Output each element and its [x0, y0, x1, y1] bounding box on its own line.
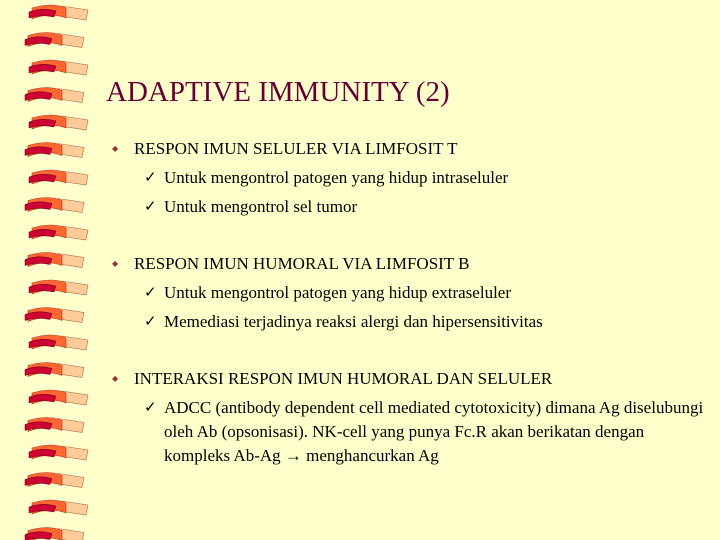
list-item: Untuk mengontrol patogen yang hidup intraseluler [164, 168, 509, 187]
checkmark-icon: ✓ [144, 398, 157, 416]
diamond-bullet-icon: ◆ [112, 259, 119, 268]
list-item: Memediasi terjadinya reaksi alergi dan hipersensitivitas [164, 312, 543, 331]
spiral-binding-decoration [0, 0, 100, 540]
list-item: ADCC (antibody dependent cell mediated cytotoxicity) dimana Ag diselubungi oleh Ab (opsonisasi). NK-cell yang punya Fc.R akan berikatan dengan kompleks Ab-Ag → menghancurkan Ag [164, 398, 704, 465]
checkmark-icon: ✓ [144, 168, 157, 186]
checkmark-icon: ✓ [144, 283, 157, 301]
list-item: Untuk mengontrol patogen yang hidup extraseluler [164, 283, 511, 302]
section-heading: RESPON IMUN SELULER VIA LIMFOSIT T [134, 139, 458, 158]
list-item: Untuk mengontrol sel tumor [164, 197, 358, 216]
diamond-bullet-icon: ◆ [112, 144, 119, 153]
section-heading: RESPON IMUN HUMORAL VIA LIMFOSIT B [134, 254, 470, 273]
checkmark-icon: ✓ [144, 197, 157, 215]
section-heading: INTERAKSI RESPON IMUN HUMORAL DAN SELULER [134, 369, 553, 388]
section-cellular [112, 134, 712, 221]
slide-title: ADAPTIVE IMMUNITY (2) [106, 76, 450, 108]
checkmark-icon: ✓ [144, 312, 157, 330]
section-humoral [112, 249, 712, 336]
section-interaction [112, 364, 712, 468]
diamond-bullet-icon: ◆ [112, 374, 119, 383]
